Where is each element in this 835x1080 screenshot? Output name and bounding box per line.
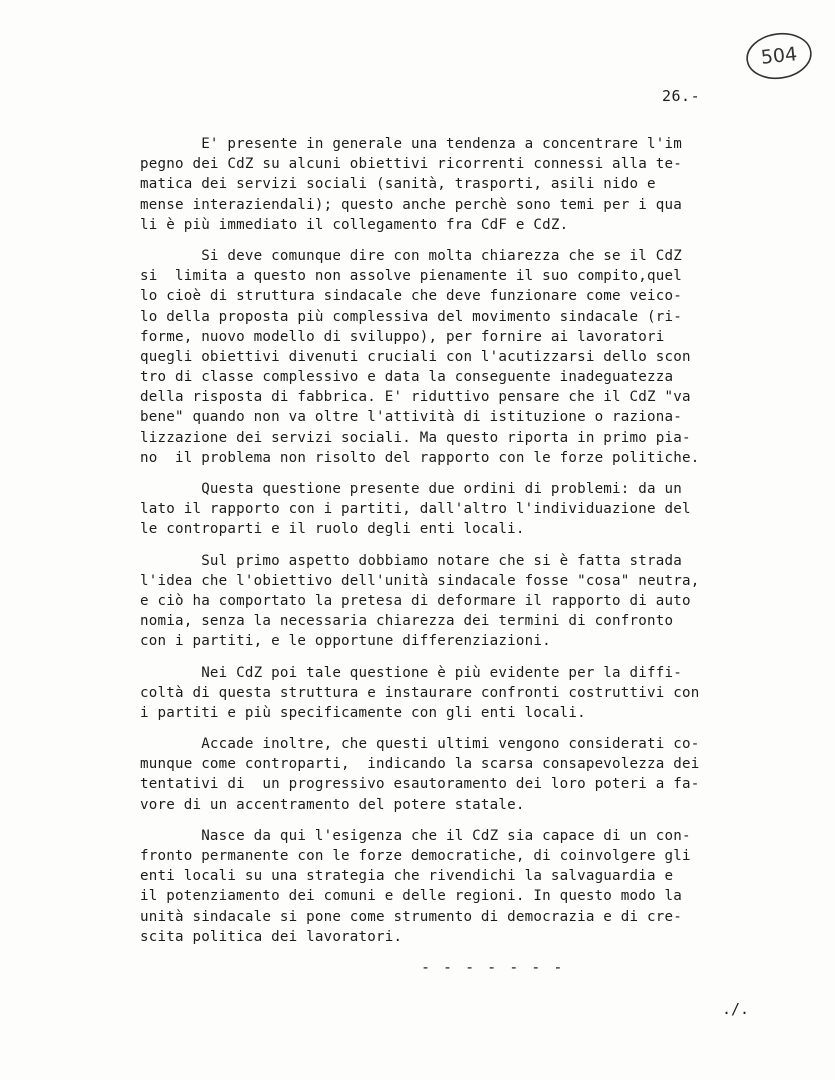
- text-line: il potenziamento dei comuni e delle regioni. In questo modo la: [140, 888, 682, 905]
- paragraph: [140, 134, 780, 235]
- text-line: forme, nuovo modello di sviluppo), per fornire ai lavoratori: [140, 328, 665, 345]
- text-line: si limita a questo non assolve pienamente il suo compito,quel: [140, 268, 682, 285]
- text-line: Sul primo aspetto dobbiamo notare che si è fatta strada: [140, 552, 682, 569]
- body-text: [140, 134, 780, 958]
- text-line: nomia, senza la necessaria chiarezza dei termini di confronto: [140, 613, 674, 630]
- text-line: lo della proposta più complessiva del movimento sindacale (ri-: [140, 308, 682, 325]
- text-line: Nei CdZ poi tale questione è più evidente per la diffi-: [140, 664, 682, 681]
- text-line: Si deve comunque dire con molta chiarezza che se il CdZ: [140, 247, 682, 264]
- text-line: lizzazione dei servizi sociali. Ma questo riporta in primo pia-: [140, 429, 691, 446]
- text-line: e ciò ha comportato la pretesa di deformare il rapporto di auto: [140, 592, 691, 609]
- paragraph: [140, 246, 780, 468]
- text-line: bene" quando non va oltre l'attività di istituzione o raziona-: [140, 409, 682, 426]
- text-line: vore di un accentramento del potere statale.: [140, 796, 525, 813]
- text-line: quegli obiettivi divenuti cruciali con l'acutizzarsi dello scon: [140, 348, 691, 365]
- paragraph: [140, 663, 780, 724]
- text-line: li è più immediato il collegamento fra CdF e CdZ.: [140, 216, 569, 233]
- text-line: matica dei servizi sociali (sanità, trasporti, asili nido e: [140, 176, 656, 193]
- page-number: 26.-: [662, 87, 701, 105]
- paragraph: [140, 734, 780, 815]
- text-line: pegno dei CdZ su alcuni obiettivi ricorrenti connessi alla te-: [140, 156, 682, 173]
- text-line: no il problema non risolto del rapporto con le forze politiche.: [140, 449, 700, 466]
- text-line: i partiti e più specificamente con gli enti locali.: [140, 704, 586, 721]
- text-line: coltà di questa struttura e instaurare confronti costruttivi con: [140, 684, 700, 701]
- text-line: munque come controparti, indicando la scarsa consapevolezza dei: [140, 756, 700, 773]
- continuation-mark: ./.: [722, 1000, 750, 1018]
- text-line: unità sindacale si pone come strumento di democrazia e di cre-: [140, 908, 682, 925]
- paragraph: [140, 551, 780, 652]
- text-line: l'idea che l'obiettivo dell'unità sindacale fosse "cosa" neutra,: [140, 572, 700, 589]
- text-line: lato il rapporto con i partiti, dall'altro l'individuazione del: [140, 501, 691, 518]
- text-line: enti locali su una strategia che rivendichi la salvaguardia e: [140, 868, 674, 885]
- paragraph: [140, 826, 780, 947]
- text-line: Questa questione presente due ordini di problemi: da un: [140, 481, 682, 497]
- paragraph: [140, 479, 780, 540]
- section-separator: - - - - - - -: [421, 958, 565, 976]
- text-line: scita politica dei lavoratori.: [140, 928, 403, 945]
- text-line: E' presente in generale una tendenza a concentrare l'im: [140, 136, 682, 152]
- handwritten-page-stamp: [744, 30, 814, 82]
- text-line: Accade inoltre, che questi ultimi vengono considerati co-: [140, 736, 700, 753]
- text-line: tro di classe complessivo e data la conseguente inadeguatezza: [140, 369, 674, 386]
- text-line: lo cioè di struttura sindacale che deve funzionare come veico-: [140, 288, 682, 305]
- stamp-number: 504: [759, 43, 799, 69]
- text-line: tentativi di un progressivo esautoramento dei loro poteri a fa-: [140, 776, 700, 793]
- text-line: le controparti e il ruolo degli enti locali.: [140, 521, 525, 538]
- text-line: fronto permanente con le forze democratiche, di coinvolgere gli: [140, 848, 691, 864]
- text-line: con i partiti, e le opportune differenziazioni.: [140, 633, 551, 650]
- text-line: della risposta di fabbrica. E' riduttivo pensare che il CdZ "va: [140, 389, 691, 406]
- text-line: mense interaziendali); questo anche perchè sono temi per i qua: [140, 196, 682, 213]
- text-line: Nasce da qui l'esigenza che il CdZ sia capace di un con-: [140, 827, 691, 844]
